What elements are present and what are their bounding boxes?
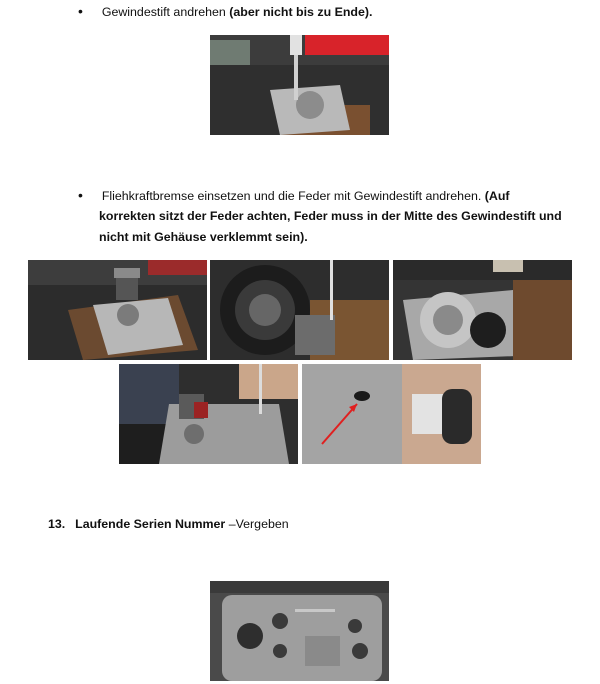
photo-brake-assembly-4	[119, 364, 298, 464]
photo-brake-assembly-1	[28, 260, 207, 360]
photo-serial-number-plate	[210, 581, 389, 681]
step1-text-bold: (aber nicht bis zu Ende).	[229, 5, 373, 19]
section-13-title: Laufende Serien Nummer	[75, 517, 226, 531]
step2-text-line2-wrap	[99, 206, 599, 226]
step2-text-line1-bold: (Auf	[484, 189, 510, 203]
step1-text: Gewindestift andrehen	[101, 5, 230, 19]
section-13-title-rest: –Vergeben	[225, 517, 289, 531]
step1-bullet-item	[78, 1, 578, 22]
step2-text-line3: nicht mit Gehäuse verklemmt sein).	[99, 230, 308, 244]
bullet-icon: •	[78, 187, 83, 203]
photo-brake-assembly-3	[393, 260, 572, 360]
step2-bullet-item	[78, 185, 588, 206]
photo-threaded-pin-tightening	[210, 35, 389, 135]
bullet-icon: •	[78, 3, 83, 19]
photo-brake-assembly-5	[302, 364, 481, 464]
section-13-number: 13.	[48, 517, 66, 531]
photo-brake-assembly-2	[210, 260, 389, 360]
step2-text-line3-wrap	[99, 227, 599, 247]
step2-text-line1: Fliehkraftbremse einsetzen und die Feder mit Gewindestift andrehen.	[101, 189, 485, 203]
section-13-heading	[48, 514, 548, 534]
step2-text-line2: korrekten sitzt der Feder achten, Feder muss in der Mitte des Gewindestift und	[99, 209, 562, 223]
